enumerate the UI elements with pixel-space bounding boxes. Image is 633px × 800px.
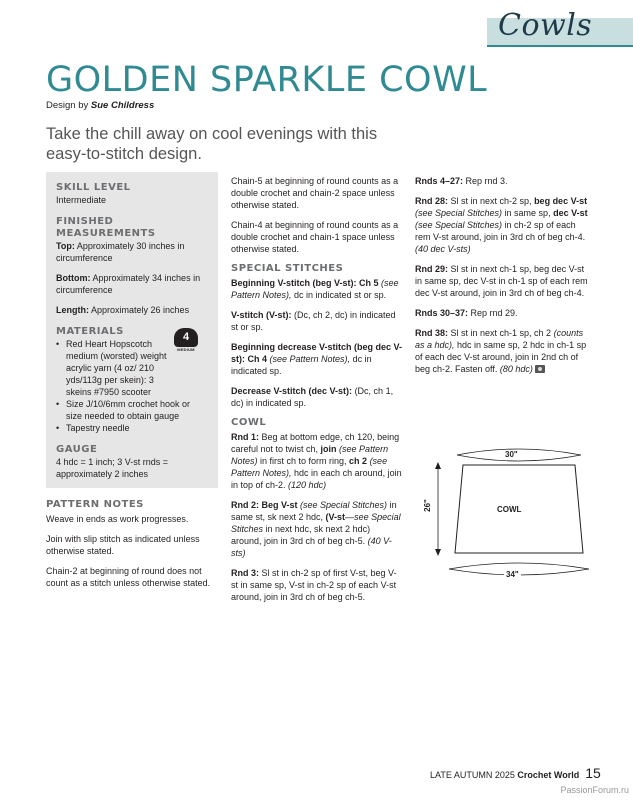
finished-bottom-value: Approximately 34 inches in circumference (56, 273, 201, 295)
bottom-measure-arc (449, 563, 589, 569)
issue-date: LATE AUTUMN 2025 (430, 770, 518, 780)
round-instruction: Rnd 38: Sl st in next ch-1 sp, ch 2 (counts as a hdc), hdc in same sp, 2 hdc in ch-1 sp of each dec V-st around, join in 2nd ch of beg ch-2. Fasten off. (80 hdc) (415, 328, 587, 374)
gauge-text: 4 hdc = 1 inch; 3 V-st rnds = approximately 2 inches (56, 457, 169, 479)
finished-heading: FINISHED MEASUREMENTS (56, 216, 156, 239)
pattern-notes-heading: PATTERN NOTES (46, 499, 144, 510)
round-instruction: Rnd 28: Sl st in next ch-2 sp, beg dec V-st (see Special Stitches) in same sp, dec V-st (see Special Stitches) in ch-2 sp of each rem V-st around, join in 3rd ch of beg ch-4. (40 dec V-sts) (415, 196, 588, 254)
finished-top (56, 240, 208, 264)
stitch-definition: Beginning V-stitch (beg V-st): Ch 5 (see Pattern Notes), dc in indicated st or sp. (231, 278, 399, 300)
side-measure-label: 26" (422, 499, 432, 512)
bottom-measure-label: 34" (506, 570, 519, 579)
yarn-weight-icon (174, 328, 198, 354)
finished-length-label: Length: (56, 305, 89, 315)
page-number: 15 (585, 765, 601, 781)
page-footer (430, 765, 601, 781)
finished-length (56, 304, 208, 316)
round-instruction: Rnd 29: Sl st in next ch-1 sp, beg dec V-st in same sp, dec V-st in ch-1 sp of each rem dec V-st around, join in 3rd ch of beg ch-4. (415, 264, 588, 298)
column-middle (231, 175, 403, 611)
round-instruction: Rnds 30–37: Rep rnd 29. (415, 308, 518, 318)
round-instruction: Rnds 4–27: Rep rnd 3. (415, 176, 508, 186)
pattern-notes (46, 513, 218, 597)
note-paragraph: Chain-2 at beginning of round does not count as a stitch unless otherwise stated. (46, 566, 211, 588)
finished-length-value: Approximately 26 inches (91, 305, 190, 315)
round-instruction: Rnd 1: Beg at bottom edge, ch 120, being careful not to twist ch, join (see Pattern Notes) in first ch to form ring, ch 2 (see Pattern Notes), hdc in each ch around, join in top of ch-2. (120 hdc) (231, 432, 402, 490)
cowl-heading: COWL (231, 417, 267, 428)
sidebar-box (46, 172, 218, 488)
arrow-up-icon (435, 462, 441, 469)
list-item: • Size J/10/6mm crochet hook or size needed to obtain gauge (56, 398, 208, 422)
stitch-definition: V-stitch (V-st): (Dc, ch 2, dc) in indicated st or sp. (231, 310, 396, 332)
arrow-down-icon (435, 549, 441, 556)
schematic-diagram (422, 445, 605, 585)
materials-heading: MATERIALS (56, 326, 124, 337)
list-item: • Red Heart Hopscotch medium (worsted) weight acrylic yarn (4 oz/ 210 yds/113g per skein): 3 skeins #7950 scooter (56, 338, 174, 398)
publication-name: Crochet World (517, 770, 580, 780)
skill-value: Intermediate (56, 195, 107, 205)
schematic-svg (422, 445, 605, 585)
page-title: GOLDEN SPARKLE COWL (46, 60, 488, 100)
byline-prefix: Design by (46, 100, 91, 111)
finished-top-label: Top: (56, 241, 75, 251)
watermark: PassionForum.ru (560, 785, 629, 795)
photo-icon (535, 365, 545, 373)
byline (46, 100, 154, 111)
section-tab-rule (487, 45, 633, 47)
note-paragraph: Join with slip stitch as indicated unless otherwise stated. (46, 534, 200, 556)
yarn-weight-number: 4 (174, 328, 198, 347)
column-right (415, 175, 589, 383)
finished-bottom-label: Bottom: (56, 273, 91, 283)
note-paragraph: Chain-4 at beginning of round counts as a double crochet and chain-1 space unless otherwise stated. (231, 220, 399, 254)
designer-name: Sue Childress (90, 100, 155, 111)
special-stitches-heading: SPECIAL STITCHES (231, 263, 344, 274)
note-paragraph: Weave in ends as work progresses. (46, 514, 189, 524)
finished-top-value: Approximately 30 inches in circumference (56, 241, 185, 263)
list-item: • Tapestry needle (56, 422, 208, 434)
intro-text: Take the chill away on cool evenings with this easy-to-stitch design. (46, 125, 378, 163)
skill-heading: SKILL LEVEL (56, 182, 131, 193)
round-instruction: Rnd 3: Sl st in ch-2 sp of first V-st, beg V-st in same sp, V-st in ch-2 sp of each V-st around, join in 3rd ch of beg ch-5. (231, 568, 397, 602)
section-name: Cowls (498, 8, 593, 43)
top-measure-label: 30" (505, 450, 518, 459)
cowl-label: COWL (497, 505, 522, 514)
gauge-heading: GAUGE (56, 444, 98, 455)
stitch-definition: Beginning decrease V-stitch (beg dec V-st): Ch 4 (see Pattern Notes), dc in indicated sp. (231, 342, 403, 376)
round-instruction: Rnd 2: Beg V-st (see Special Stitches) in same st, sk next 2 hdc, (V-st—see Special Stitches in next hdc, sk next 2 hdc) around, join in 3rd ch of beg ch-5. (40 V-sts) (231, 500, 401, 558)
stitch-definition: Decrease V-stitch (dec V-st): (Dc, ch 1, dc) in indicated sp. (231, 386, 394, 408)
yarn-weight-label: MEDIUM (177, 347, 195, 352)
note-paragraph: Chain-5 at beginning of round counts as a double crochet and chain-2 space unless otherwise stated. (231, 176, 399, 210)
finished-bottom (56, 272, 208, 296)
